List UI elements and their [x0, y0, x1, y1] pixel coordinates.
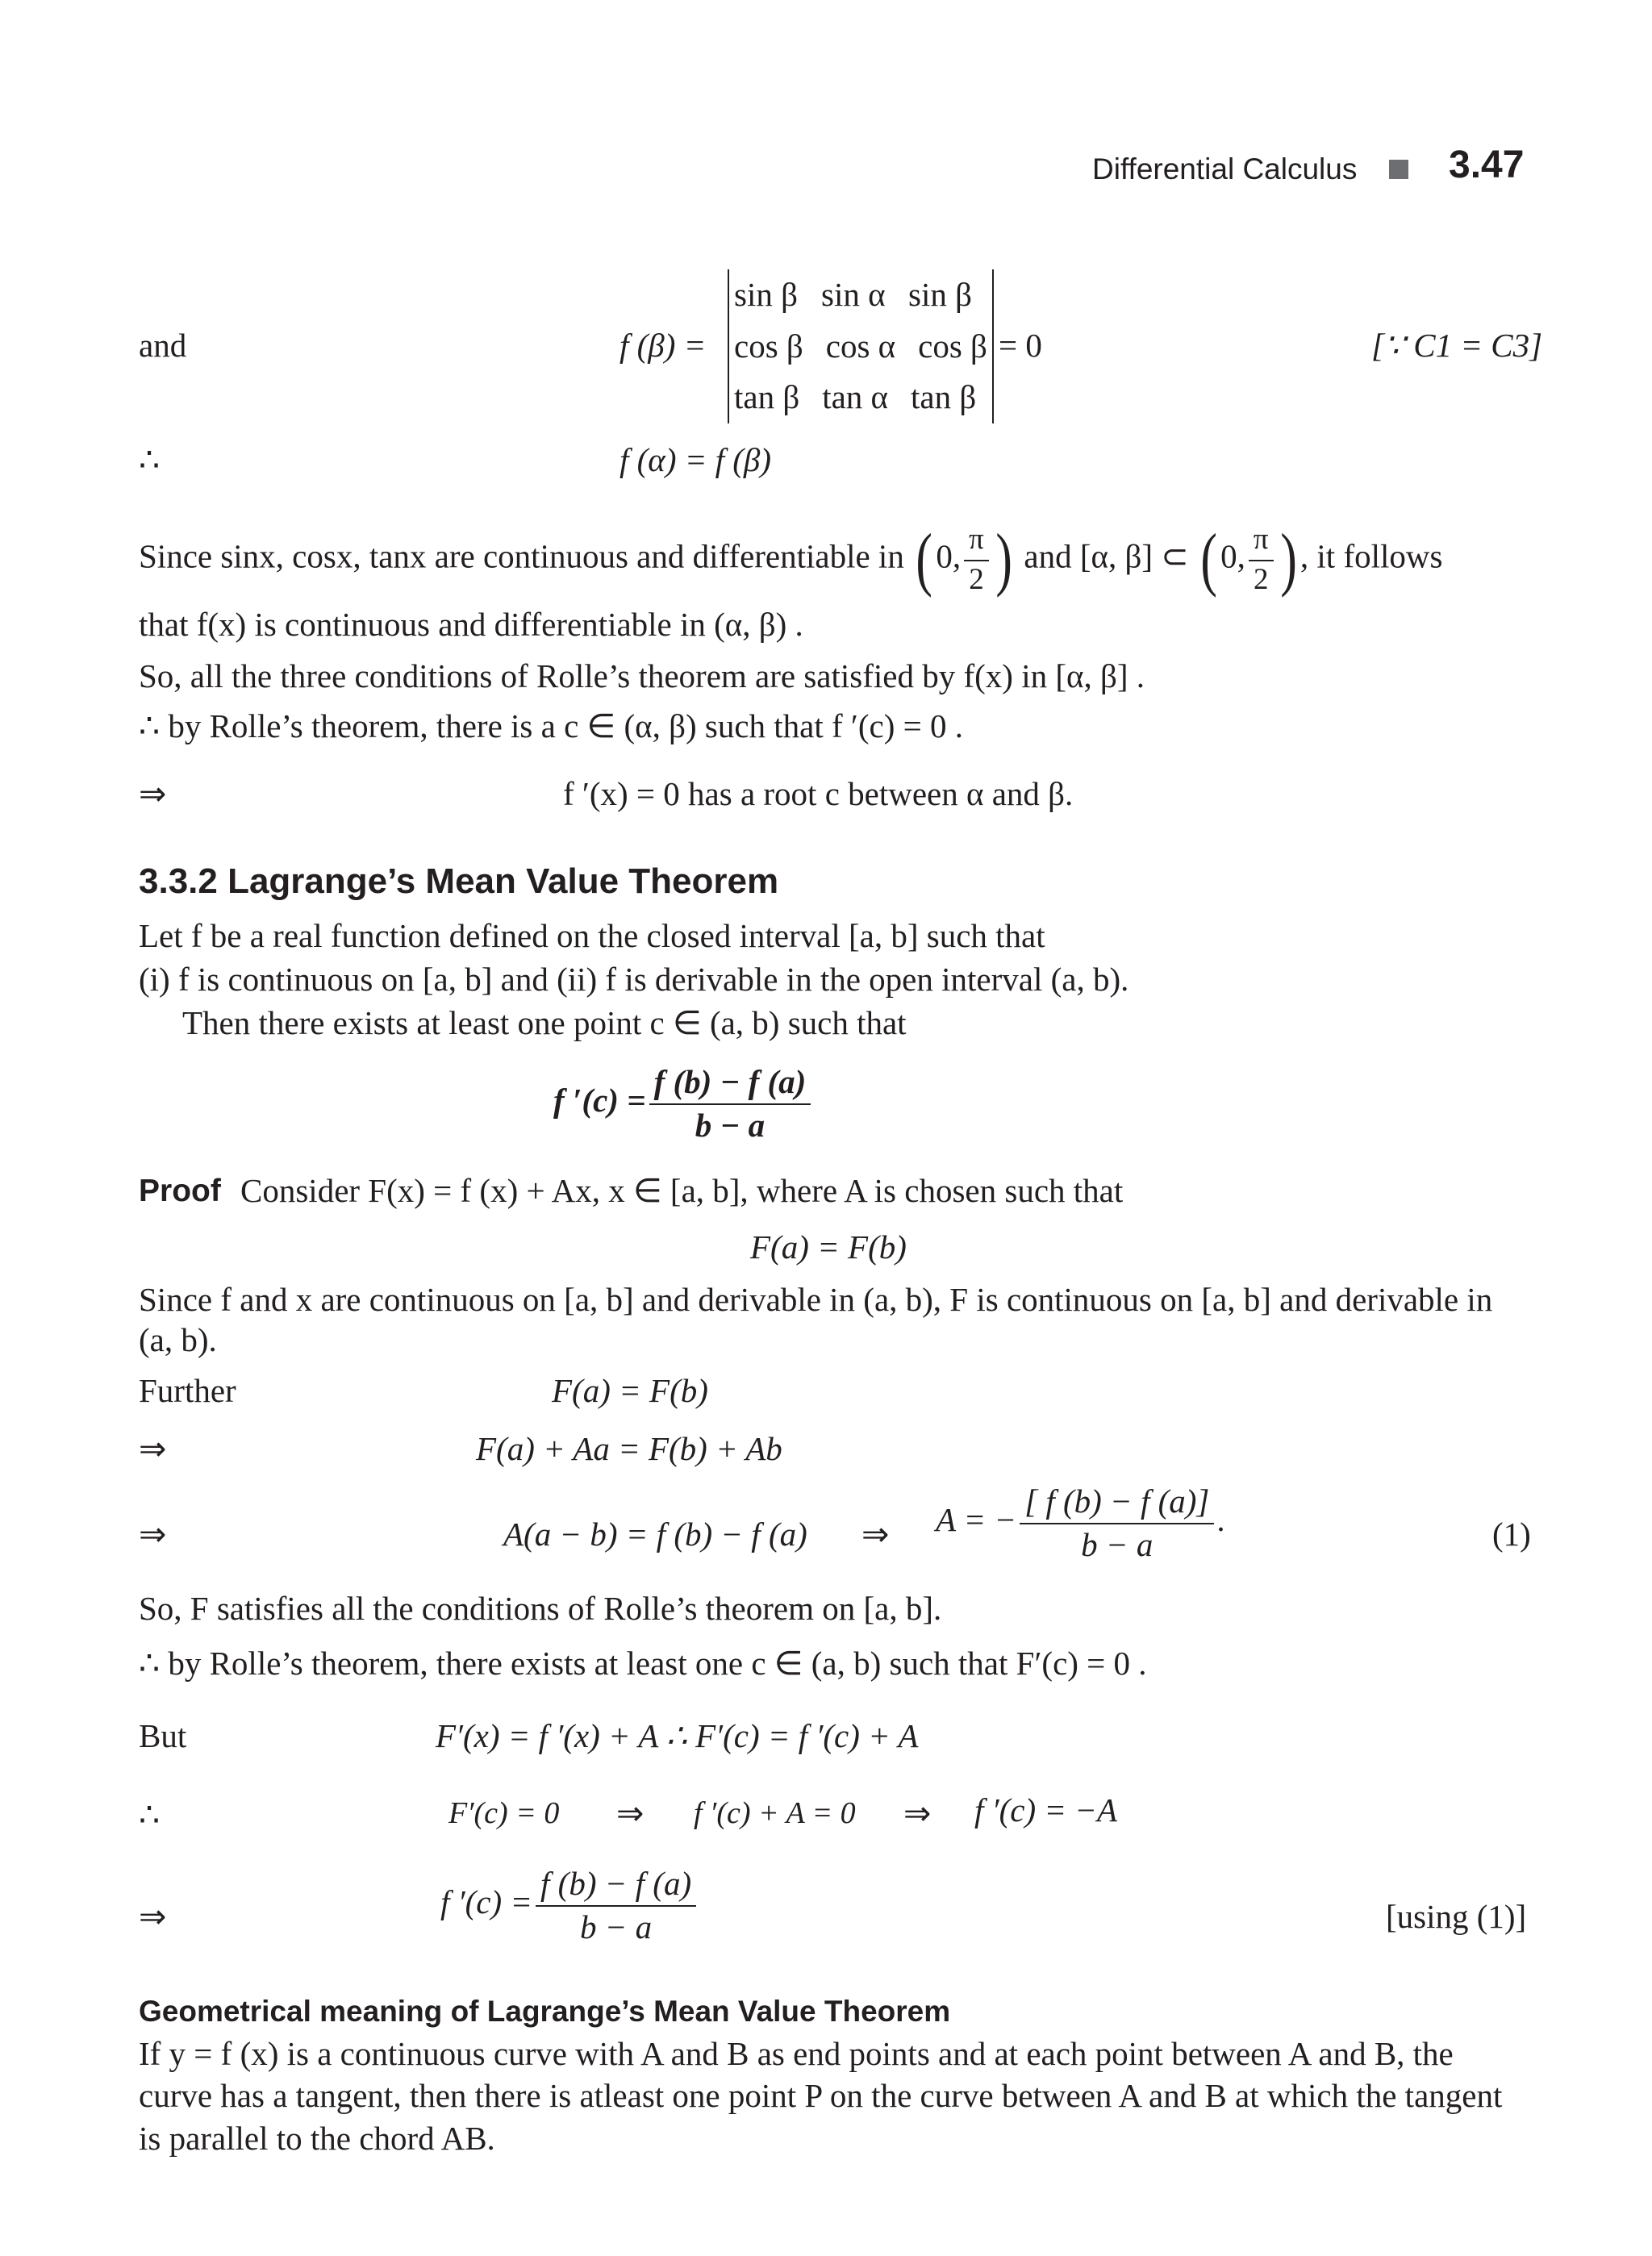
further-label: Further	[139, 1372, 236, 1409]
proof-2: F(a) = F(b)	[750, 1228, 907, 1266]
equation-number: (1)	[1492, 1516, 1531, 1553]
implies-label: ⇒	[139, 1898, 167, 1935]
but-eq: F′(x) = f ′(x) + A ∴ F′(c) = f ′(c) + A	[436, 1717, 919, 1754]
A-fraction: $\frac{[ f (b) - f (a)]}{b - a}$	[1020, 1482, 1214, 1564]
therefore-label: ∴	[139, 441, 161, 478]
step2-lhs: A(a − b) = f (b) − f (a)	[503, 1516, 807, 1553]
implies-label: ⇒	[139, 775, 167, 812]
that-line: that f(x) is continuous and differentiable in (α, β) .	[139, 606, 803, 643]
and-label: and	[139, 327, 187, 364]
paren-close: )	[1279, 520, 1297, 599]
implies-label: ⇒	[616, 1795, 645, 1832]
final-formula: f ′(c) = $\frac{f (b) - f (a)}{b - a}$	[440, 1865, 699, 1946]
implies-label: ⇒	[139, 1430, 167, 1467]
th-eq-1: F′(c) = 0	[448, 1796, 560, 1830]
th-eq-2: f ′(c) + A = 0	[694, 1796, 856, 1830]
step1-eq: F(a) + Aa = F(b) + Ab	[476, 1430, 782, 1467]
since-paragraph: Since f and x are continuous on [a, b] and derivable in (a, b), F is continuous on [a, b] and derivable in (a, b).	[139, 1281, 1493, 1359]
therefore-label: ∴	[139, 1796, 161, 1833]
intro-3: Then there exists at least one point c ∈ (a, b) such that	[182, 1004, 907, 1041]
implies-label: ⇒	[139, 1516, 167, 1553]
page-number: 3.47	[1449, 144, 1525, 186]
step2-A: A = − $\frac{[ f (b) - f (a)]}{b - a}$ .	[936, 1482, 1226, 1564]
so-F-line: So, F satisfies all the conditions of Rolle’s theorem on [a, b].	[139, 1590, 942, 1627]
paren-open: (	[1200, 520, 1217, 599]
step2-implies: ⇒	[861, 1516, 890, 1553]
det-row: cos β cos α cos β	[734, 327, 987, 365]
but-label: But	[139, 1717, 187, 1754]
determinant	[728, 269, 994, 423]
column-note: [∵ C1 = C3]	[1371, 327, 1543, 364]
proof-1: Consider F(x) = f (x) + Ax, x ∈ [a, b], where A is chosen such that	[240, 1172, 1124, 1209]
det-rhs: = 0	[999, 327, 1042, 364]
square-bullet-icon	[1389, 160, 1408, 179]
proof-label: Proof	[139, 1174, 221, 1208]
geometric-heading: Geometrical meaning of Lagrange’s Mean Value Theorem	[139, 1995, 951, 2028]
intro-2: (i) f is continuous on [a, b] and (ii) f is derivable in the open interval (a, b).	[139, 961, 1129, 998]
using-note: [using (1)]	[1386, 1898, 1527, 1935]
implies-label: ⇒	[903, 1795, 932, 1832]
paren-open: (	[916, 520, 932, 599]
det-row: tan β tan α tan β	[734, 378, 977, 416]
by-rolle-line: ∴ by Rolle’s theorem, there exists at least one c ∈ (a, b) such that F′(c) = 0 .	[139, 1645, 1147, 1682]
pi-over-2: $\frac{\pi}{2}$	[1249, 523, 1274, 597]
by-line: ∴ by Rolle’s theorem, there is a c ∈ (α, β) such that f ′(c) = 0 .	[139, 707, 964, 744]
main-fraction: $\frac{f (b) - f (a)}{b - a}$	[649, 1063, 811, 1145]
further-eq: F(a) = F(b)	[552, 1372, 708, 1409]
so-line: So, all the three conditions of Rolle’s theorem are satisfied by f(x) in [α, β] .	[139, 657, 1145, 694]
falpha-eq: f (α) = f (β)	[620, 441, 772, 478]
paren-close: )	[995, 520, 1012, 599]
section-heading: 3.3.2 Lagrange’s Mean Value Theorem	[139, 861, 779, 901]
fbeta-lhs: f (β) =	[620, 327, 707, 364]
since-line: Since sinx, cosx, tanx are continuous and differentiable in ( 0, $\frac{\pi}{2}$ ) and [α, β] ⊂ ( 0, $\frac{\pi}{2}$ ) , it follows	[139, 520, 1443, 599]
intro-1: Let f be a real function defined on the closed interval [a, b] such that	[139, 917, 1045, 954]
det-row: sin β sin α sin β	[734, 276, 972, 313]
th-eq-3: f ′(c) = −A	[974, 1791, 1117, 1829]
pi-over-2: $\frac{\pi}{2}$	[964, 523, 989, 597]
root-line: f ′(x) = 0 has a root c between α and β.	[563, 775, 1074, 812]
main-formula: f ′(c) = $\frac{f (b) - f (a)}{b - a}$	[553, 1063, 814, 1145]
final-fraction: $\frac{f (b) - f (a)}{b - a}$	[536, 1865, 696, 1946]
running-title: Differential Calculus	[1092, 152, 1358, 186]
geometric-text: If y = f (x) is a continuous curve with A and B as end points and at each point between A and B, the curve has a tangent, then there is atleast one point P on the curve between A and B at which the tangent is parallel to the chord AB.	[139, 2035, 1503, 2157]
